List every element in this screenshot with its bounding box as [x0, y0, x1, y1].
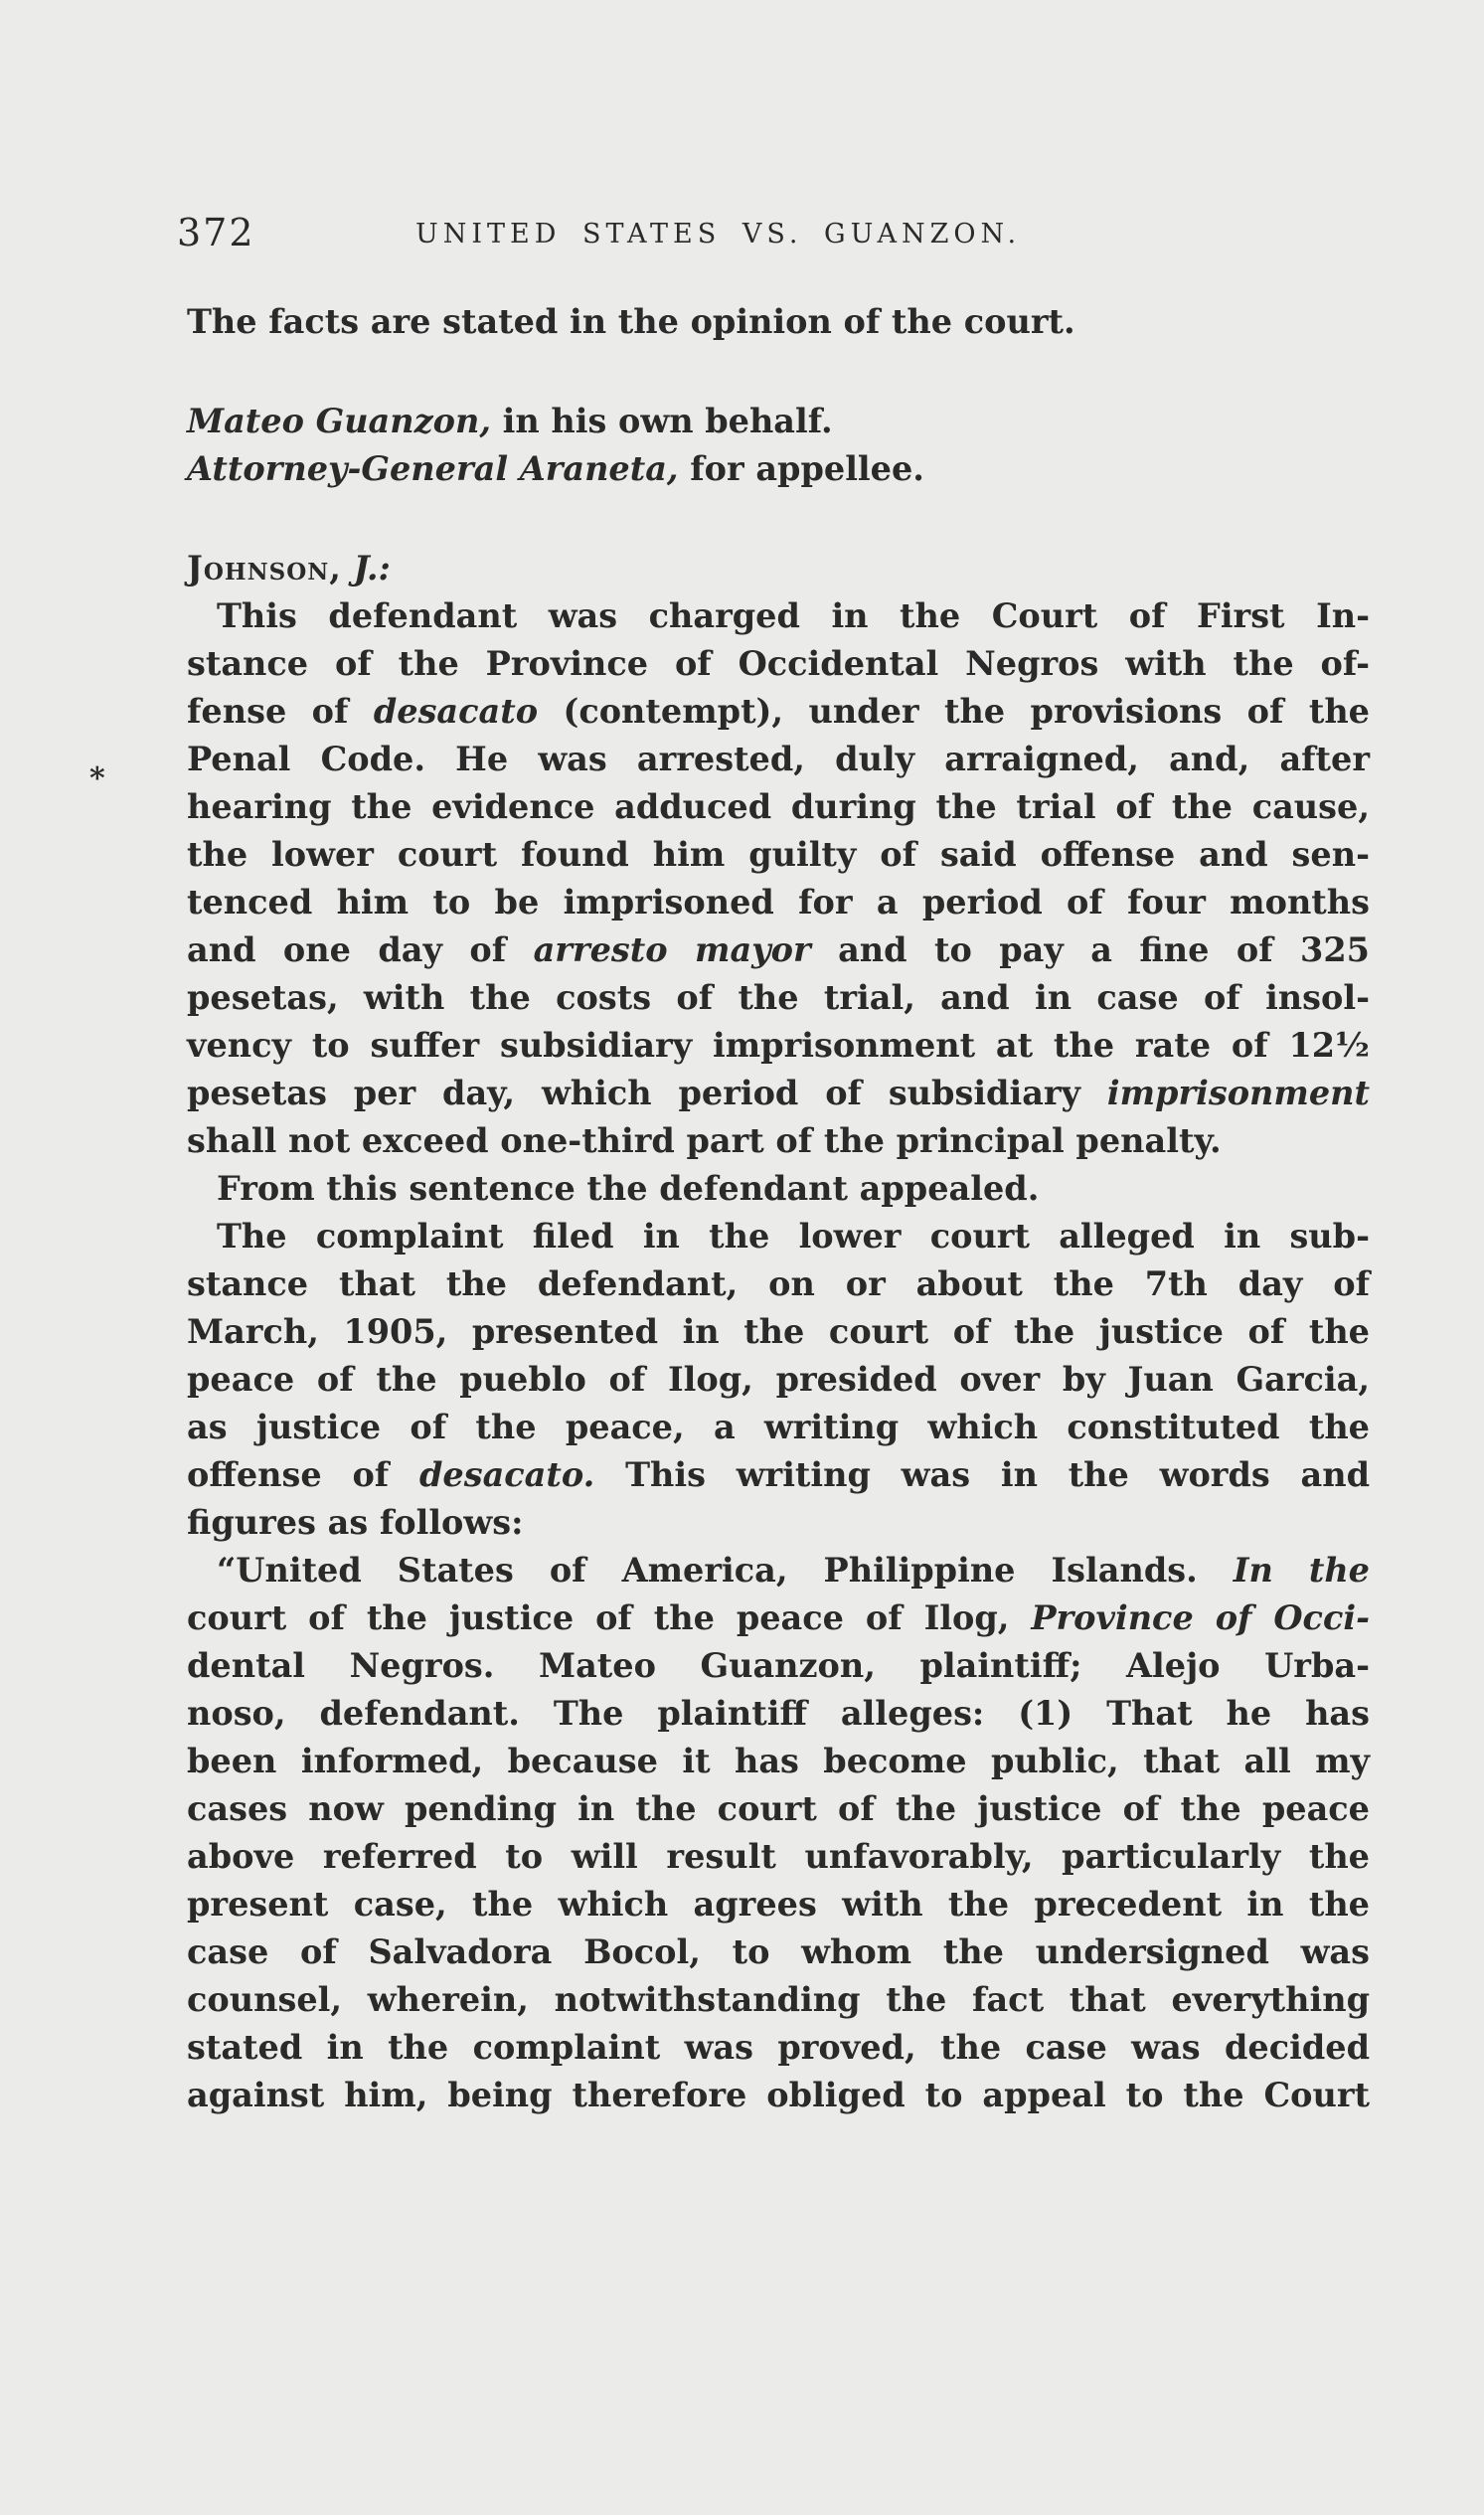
p3-text: offense of: [187, 1455, 419, 1494]
counsel-appellant-name: Mateo Guanzon,: [187, 402, 491, 440]
facts-line: The facts are stated in the opinion of the court.: [187, 302, 1075, 341]
p4-line: case of Salvadora Bocol, to whom the undersigned was: [187, 1932, 1370, 1971]
p1-text: and one day of: [187, 930, 534, 969]
judge-suffix: J.:: [341, 549, 391, 587]
p3-text: This writing was in the words and: [594, 1455, 1370, 1494]
p4-line: counsel, wherein, notwithstanding the fact that everything: [187, 1980, 1370, 2019]
judge-name: Johnson,: [187, 549, 342, 587]
p4-line: against him, being therefore obliged to appeal to the Court: [187, 2076, 1370, 2114]
p1-line: vency to suffer subsidiary imprisonment at the rate of 12½: [187, 1026, 1370, 1065]
counsel-appellee-name: Attorney-General Araneta,: [187, 449, 679, 488]
p4-line: cases now pending in the court of the justice of the peace: [187, 1789, 1370, 1828]
p2-line: From this sentence the defendant appealed.: [217, 1169, 1040, 1208]
p1-line: Penal Code. He was arrested, duly arraigned, and, after: [187, 740, 1370, 778]
p1-italic: arresto mayor: [533, 930, 811, 969]
p4-line: present case, the which agrees with the precedent in the: [187, 1885, 1370, 1924]
p4-line: dental Negros. Mateo Guanzon, plaintiff; Alejo Urba-: [187, 1646, 1370, 1685]
p3-line: The complaint filed in the lower court alleged in sub-: [217, 1217, 1370, 1256]
p3-line: as justice of the peace, a writing which constituted the: [187, 1408, 1370, 1446]
running-head: UNITED STATES VS. GUANZON.: [415, 219, 1022, 250]
p4-line: stated in the complaint was proved, the case was decided: [187, 2028, 1370, 2067]
margin-asterisk: *: [89, 761, 105, 796]
p4-text: “United States of America, Philippine Islands.: [217, 1551, 1234, 1590]
p3-italic: desacato.: [418, 1455, 595, 1494]
counsel-block: [187, 398, 1370, 493]
p1-line: This defendant was charged in the Court of First In-: [217, 596, 1370, 635]
p1-text: pesetas per day, which period of subsidiary: [187, 1074, 1107, 1112]
p1-line: pesetas, with the costs of the trial, and in case of insol-: [187, 978, 1370, 1017]
opinion-body: [187, 545, 1370, 2119]
facts-statement: [187, 298, 1370, 346]
p1-italic: imprisonment: [1106, 1074, 1370, 1112]
page-number: 372: [177, 211, 255, 254]
p1-line: hearing the evidence adduced during the trial of the cause,: [187, 787, 1370, 826]
counsel-appellant-role: in his own behalf.: [491, 402, 833, 440]
p3-line: figures as follows:: [187, 1503, 524, 1542]
p1-text: and to pay a fine of 325: [810, 930, 1370, 969]
p3-line: peace of the pueblo of Ilog, presided over by Juan Garcia,: [187, 1360, 1370, 1399]
p3-line: March, 1905, presented in the court of the justice of the: [187, 1312, 1370, 1351]
p1-italic: desacato: [373, 692, 539, 731]
counsel-line-appellee: [187, 445, 1370, 493]
p4-italic: In the: [1233, 1551, 1370, 1590]
p1-line: stance of the Province of Occidental Negros with the of-: [187, 644, 1370, 683]
p1-line: [187, 926, 1370, 974]
p4-italic: Province of Occi-: [1031, 1598, 1370, 1637]
counsel-line-appellant: [187, 398, 1370, 445]
p1-line: tenced him to be imprisoned for a period of four months: [187, 883, 1370, 922]
judge-line: [187, 545, 1370, 592]
p4-line: been informed, because it has become public, that all my: [187, 1742, 1370, 1780]
p1-line: shall not exceed one-third part of the principal penalty.: [187, 1121, 1222, 1160]
p4-line: [187, 1594, 1370, 1642]
p1-line: [187, 688, 1370, 736]
page-header: [177, 211, 1380, 260]
p4-text: court of the justice of the peace of Ilog,: [187, 1598, 1032, 1637]
p3-line: [187, 1451, 1370, 1499]
p4-line: above referred to will result unfavorably, particularly the: [187, 1837, 1370, 1876]
p1-line: [187, 1070, 1370, 1117]
p1-text: fense of: [187, 692, 374, 731]
p1-line: the lower court found him guilty of said offense and sen-: [187, 835, 1370, 874]
p3-line: stance that the defendant, on or about the 7th day of: [187, 1264, 1370, 1303]
p1-text: (contempt), under the provisions of the: [538, 692, 1370, 731]
counsel-appellee-role: for appellee.: [678, 449, 924, 488]
p4-line: [217, 1547, 1370, 1594]
p4-line: noso, defendant. The plaintiff alleges: (1) That he has: [187, 1694, 1370, 1733]
